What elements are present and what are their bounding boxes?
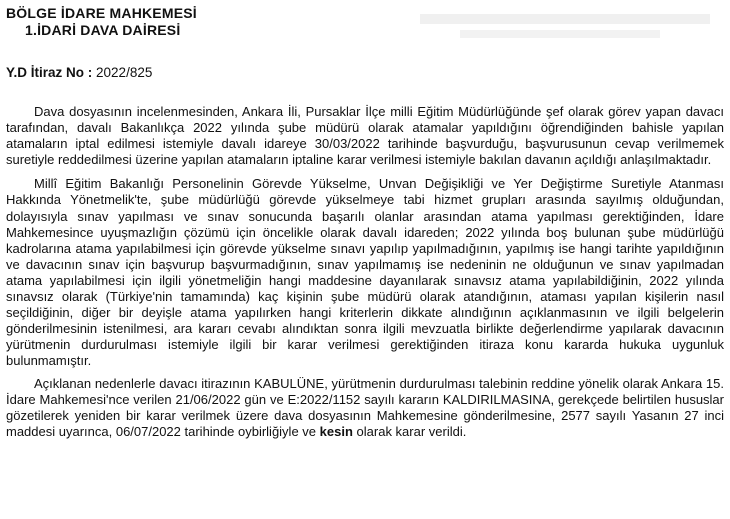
verdict-final-word: kesin: [319, 423, 353, 439]
verdict-text: Açıklanan nedenlerle davacı itirazının KABULÜNE, yürütmenin durdurulması talebinin reddine yönelik olarak Ankara 15. İdare Mahkemesi'nce verilen 21/06/2022 gün ve E:2022/1152 sayılı kararın KALDIRILMASINA, gerekçede belirtilen hususlar gözetilerek yeniden bir karar verilmek üzere dava dosyasının Mahkemesine gönderilmesine, 2577 sayılı Yasanın 27 inci maddesi uyarınca, 06/07/2022 tarihinde oybirliğiyle ve: [6, 375, 724, 439]
case-number-value: 2022/825: [96, 65, 153, 80]
chamber-name: 1.İDARİ DAVA DAİRESİ: [25, 22, 181, 38]
faint-watermark: [420, 6, 720, 46]
case-number-line: [6, 65, 152, 80]
paragraph-facts: Dava dosyasının incelenmesinden, Ankara İli, Pursaklar İlçe milli Eğitim Müdürlüğünde şef olarak görev yapan davacı tarafından, davalı Bakanlıkça 2022 yılında şube müdürü olarak atamalar yapıldığını öğrendiğinden bahisle yapılan atamaların iptal edilmesi istemiyle davalı idareye 30/03/2022 tarihinde başvurduğu, başvurusunun cevap verilmemek suretiyle reddedilmesi üzerine yapılan atamaların iptaline karar verilmesi istemiyle bakılan davanın açıldığı anlaşılmaktadır.: [6, 104, 724, 168]
case-number-label: Y.D İtiraz No :: [6, 65, 93, 80]
verdict-end: olarak karar verildi.: [356, 423, 467, 439]
paragraph-verdict: [6, 376, 724, 440]
decision-body: [6, 104, 724, 448]
court-name: BÖLGE İDARE MAHKEMESİ: [6, 5, 197, 21]
paragraph-reasoning: Millî Eğitim Bakanlığı Personelinin Görevde Yükselme, Unvan Değişikliği ve Yer Değiştirme Suretiyle Atanması Hakkında Yönetmelik'te, şube müdürlüğü görevde yükselmeye tabi hizmet grupları arasında sayılmış olduğundan, dolayısıyla sınav yapılması ve sınav sonucunda başarılı olanlar arasından atama yapılması gerektiğinden, İdare Mahkemesince uyuşmazlığın çözümü için öncelikle olarak davalı idareden; 2022 yılında boş bulunan şube müdürlüğü kadrolarına atama yapılabilmesi için görevde yükselme sınavı yapılıp yapılmadığının, yapılmış ise hangi tarihte yapıldığının ve davacının sınav için başvurup başvurmadığının, sınav yapılmamış ise nedeninin ne olduğunun ve sınav yapılmadan atama yapılabilmesi için ilgili yönetmeliğin hangi maddesine dayanılarak sınavsız atama yapılabildiğinin, 2022 yılında sınavsız olarak (Türkiye'nin tamamında) kaç kişinin şube müdürü olarak atandığının, ataması yapılan kişilerin nasıl seçildiğinin, diğer bir deyişle atama yapılırken hangi kriterlerin dikkate alındığının açıklanmasının ve ilgili belgelerin gönderilmesinin istenilmesi, ara kararı cevabı alındıktan sonra ilgili mevzuatla birlikte değerlendirme yapılarak davacının yürütmenin durdurulması istemiyle ilgili bir karar verilmesi gerektiğinden itiraza konu kararda hukuka uygunluk bulunmamıştır.: [6, 176, 724, 369]
